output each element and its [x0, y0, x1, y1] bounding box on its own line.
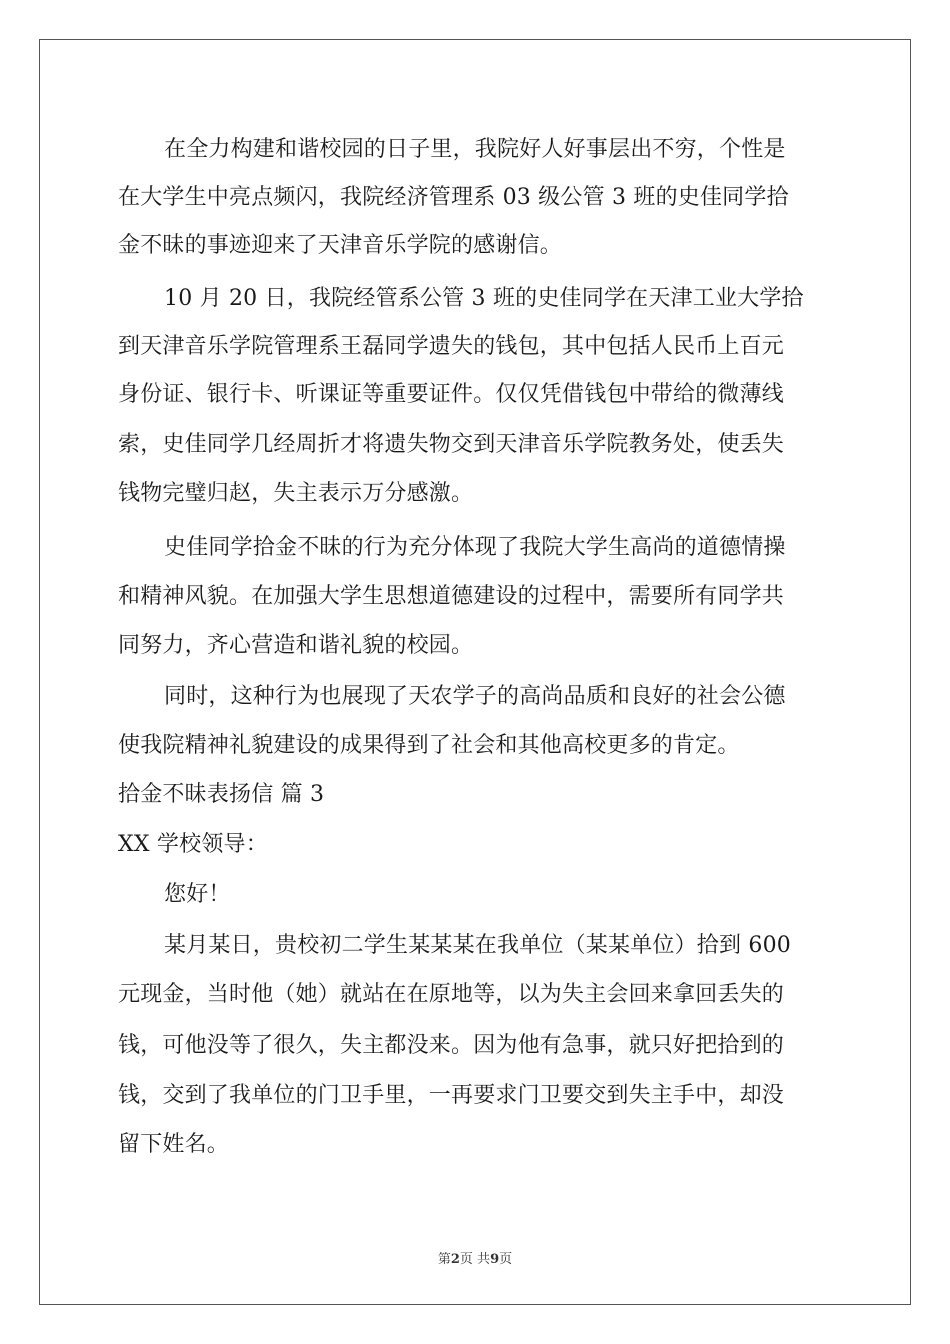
footer-mid: 页 共 — [459, 1252, 491, 1267]
paragraph-line: 同时，这种行为也展现了天农学子的高尚品质和良好的社会公德 — [164, 684, 786, 709]
paragraph-line: 在大学生中亮点频闪，我院经济管理系 03 级公管 3 班的史佳同学拾 — [118, 185, 789, 210]
paragraph-line: 和精神风貌。在加强大学生思想道德建设的过程中，需要所有同学共 — [118, 584, 785, 609]
paragraph-line: 钱物完璧归赵，失主表示万分感激。 — [118, 481, 474, 506]
greeting: 您好！ — [164, 882, 231, 907]
page-border — [39, 39, 911, 1305]
paragraph-line: 到天津音乐学院管理系王磊同学遗失的钱包，其中包括人民币上百元 — [118, 334, 785, 359]
footer-current-page: 2 — [450, 1252, 460, 1267]
salutation: XX 学校领导： — [118, 832, 268, 857]
paragraph-line: 同努力，齐心营造和谐礼貌的校园。 — [118, 633, 474, 658]
paragraph-line: 使我院精神礼貌建设的成果得到了社会和其他高校更多的肯定。 — [118, 733, 740, 758]
footer-suffix: 页 — [499, 1252, 513, 1267]
footer-prefix: 第 — [437, 1252, 451, 1267]
paragraph-line: 钱，可他没等了很久，失主都没来。因为他有急事，就只好把拾到的 — [118, 1033, 785, 1058]
page-footer — [0, 1248, 950, 1267]
paragraph-line: 某月某日，贵校初二学生某某某在我单位（某某单位）拾到 600 — [164, 933, 791, 958]
paragraph-line: 身份证、银行卡、听课证等重要证件。仅仅凭借钱包中带给的微薄线 — [118, 382, 785, 407]
paragraph-line: 金不昧的事迹迎来了天津音乐学院的感谢信。 — [118, 233, 563, 258]
paragraph-line: 钱，交到了我单位的门卫手里，一再要求门卫要交到失主手中，却没 — [118, 1083, 785, 1108]
paragraph-line: 留下姓名。 — [118, 1132, 230, 1157]
footer-total-pages: 9 — [490, 1252, 500, 1267]
section-heading: 拾金不昧表扬信 篇 3 — [118, 782, 325, 807]
paragraph-line: 元现金，当时他（她）就站在在原地等，以为失主会回来拿回丢失的 — [118, 982, 785, 1007]
paragraph-line: 10 月 20 日，我院经管系公管 3 班的史佳同学在天津工业大学拾 — [164, 286, 804, 311]
paragraph-line: 史佳同学拾金不昧的行为充分体现了我院大学生高尚的道德情操 — [164, 535, 786, 560]
paragraph-line: 在全力构建和谐校园的日子里，我院好人好事层出不穷，个性是 — [164, 137, 786, 162]
paragraph-line: 索，史佳同学几经周折才将遗失物交到天津音乐学院教务处，使丢失 — [118, 432, 785, 457]
